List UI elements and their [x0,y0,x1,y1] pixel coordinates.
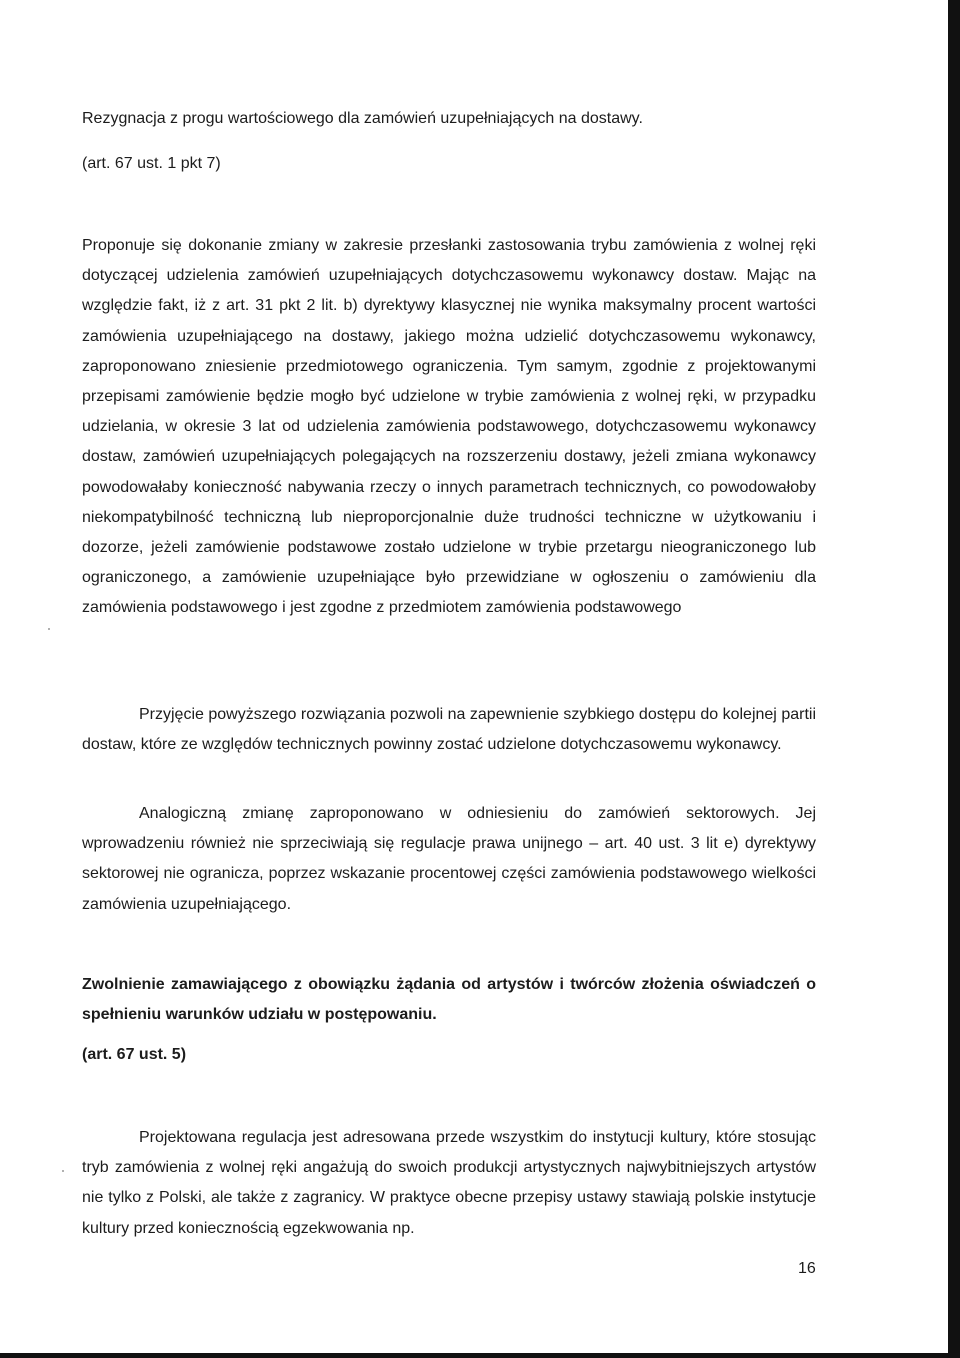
section2-article-ref: (art. 67 ust. 5) [82,1046,187,1063]
scan-speck [62,1170,64,1172]
page-number: 16 [798,1260,816,1277]
section1-paragraph-2: Przyjęcie powyższego rozwiązania pozwoli na zapewnienie szybkiego dostępu do kolejnej partii dostaw, które ze względów technicznych powinny zostać udzielone dotychczasowemu wykonawcy. [82,706,816,754]
section1-heading: Rezygnacja z progu wartościowego dla zamówień uzupełniających na dostawy. [82,110,643,127]
section1-paragraph-3: Analogiczną zmianę zaproponowano w odniesieniu do zamówień sektorowych. Jej wprowadzeniu również nie sprzeciwiają się regulacje prawa unijnego – art. 40 ust. 3 lit e) dyrektywy sektorowej nie ogranicza, poprzez wskazanie procentowej części zamówienia podstawowego wielkości zamówienia uzupełniającego. [82,805,816,913]
section1-article-ref: (art. 67 ust. 1 pkt 7) [82,155,221,172]
scan-edge-right [948,0,960,1358]
section1-paragraph-1: Proponuje się dokonanie zmiany w zakresie przesłanki zastosowania trybu zamówienia z wolnej ręki dotyczącej udzielenia zamówień uzupełniających dotychczasowemu wykonawcy dostaw. Mając na względzie fakt, iż z art. 31 pkt 2 lit. b) dyrektywy klasycznej nie wynika maksymalny procent wartości zamówienia uzupełniającego na dostawy, jakiego można udzielić dotychczasowemu wykonawcy, zaproponowano zniesienie przedmiotowego ograniczenia. Tym samym, zgodnie z projektowanymi przepisami zamówienie będzie mogło być udzielone w trybie zamówienia z wolnej ręki, w przypadku udzielania, w okresie 3 lat od udzielenia zamówienia podstawowego, dotychczasowemu wykonawcy dostaw, zamówień uzupełniających polegających na rozszerzeniu dostawy, jeżeli zmiana wykonawcy powodowałaby konieczność nabywania rzeczy o innych parametrach technicznych, co powodowałoby niekompatybilność techniczną lub nieproporcjonalnie duże trudności techniczne w użytkowaniu i dozorze, jeżeli zamówienie podstawowe zostało udzielone w trybie przetargu nieograniczonego lub ograniczonego, a zamówienie uzupełniające było przewidziane w ogłoszeniu o zamówieniu dla zamówienia podstawowego i jest zgodne z przedmiotem zamówienia podstawowego [82,237,816,617]
scan-speck [48,628,50,630]
section2-heading: Zwolnienie zamawiającego z obowiązku żądania od artystów i twórców złożenia oświadczeń o spełnieniu warunków udziału w postępowaniu. [82,976,816,1023]
section2-paragraph-1: Projektowana regulacja jest adresowana przede wszystkim do instytucji kultury, które stosując tryb zamówienia z wolnej ręki angażują do swoich produkcji artystycznych najwybitniejszych artystów nie tylko z Polski, ale także z zagranicy. W praktyce obecne przepisy ustawy stawiają polskie instytucje kultury przed koniecznością egzekwowania np. [82,1129,816,1237]
scan-edge-bottom [0,1353,960,1358]
